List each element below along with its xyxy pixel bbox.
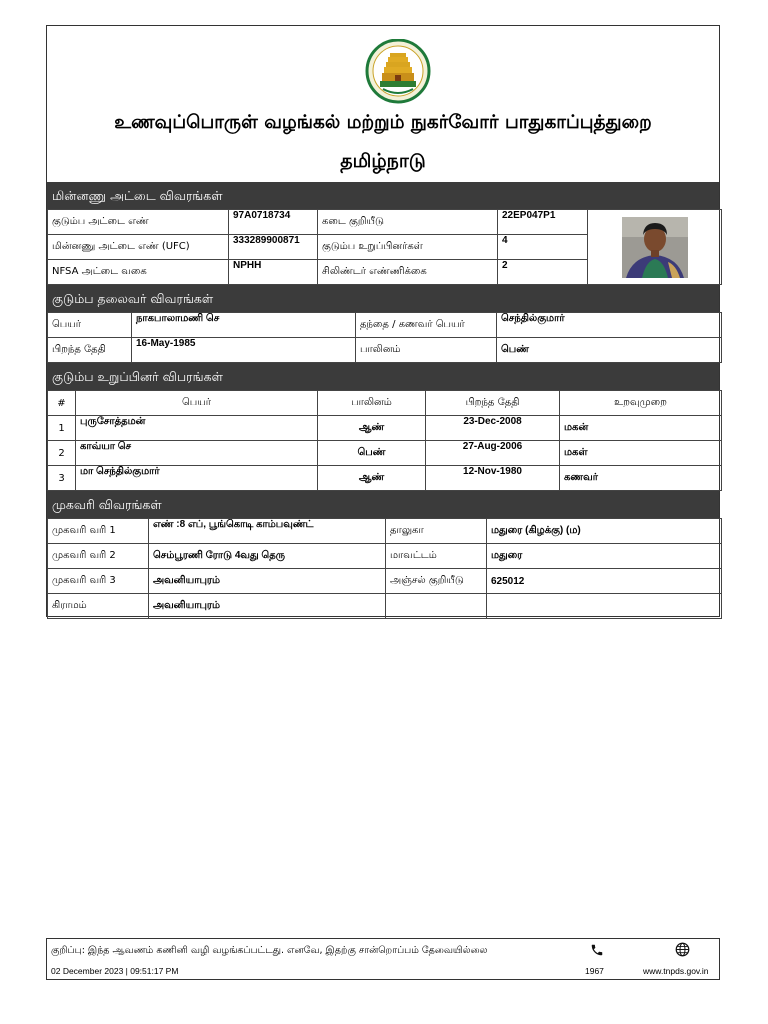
table-row	[48, 416, 722, 441]
ufc-number-label: மின்னணு அட்டை எண் (UFC)	[48, 235, 229, 260]
head-name-label: பெயர்	[48, 313, 132, 338]
department-title: உணவுப்பொருள் வழங்கல் மற்றும் நுகர்வோர் பாதுகாப்புத்துறை	[114, 112, 652, 133]
member-name: மா செந்தில்குமார்	[76, 466, 318, 491]
nfsa-type-value: NPHH	[229, 260, 318, 285]
head-dob-value: 16-May-1985	[132, 338, 356, 363]
address-row	[48, 544, 722, 569]
member-no: 2	[48, 441, 76, 466]
village-label: கிராமம்	[48, 594, 149, 619]
table-row	[48, 441, 722, 466]
column-header: பிறந்த தேதி	[426, 391, 560, 416]
footer	[46, 938, 720, 980]
member-no: 1	[48, 416, 76, 441]
card-details-heading: மின்னணு அட்டை விவரங்கள்	[47, 182, 719, 209]
generated-datetime: 02 December 2023 | 09:51:17 PM	[51, 966, 179, 976]
member-relation: கணவர்	[560, 466, 722, 491]
pincode-label: அஞ்சல் குறியீடு	[386, 569, 487, 594]
cylinder-count-value: 2	[498, 260, 588, 285]
members-heading: குடும்ப உறுப்பினர் விபரங்கள்	[47, 363, 719, 390]
member-name: காவ்யா செ	[76, 441, 318, 466]
district-label: மாவட்டம்	[386, 544, 487, 569]
empty-cell	[487, 594, 722, 619]
address-line3-value: அவனியாபுரம்	[149, 569, 386, 594]
ufc-number-value: 333289900871	[229, 235, 318, 260]
head-name-value: நாகபாலாமணி செ	[132, 313, 356, 338]
column-header: பாலினம்	[318, 391, 426, 416]
village-value: அவனியாபுரம்	[149, 594, 386, 619]
family-members-value: 4	[498, 235, 588, 260]
taluk-label: தாலுகா	[386, 519, 487, 544]
ration-card-number-label: குடும்ப அட்டை எண்	[48, 210, 229, 235]
member-relation: மகன்	[560, 416, 722, 441]
address-row	[48, 519, 722, 544]
card-row	[48, 210, 722, 235]
ration-card-number-value: 97A0718734	[229, 210, 318, 235]
website-link[interactable]: www.tnpds.gov.in	[643, 966, 709, 976]
address-row	[48, 594, 722, 619]
head-gender-label: பாலினம்	[356, 338, 497, 363]
member-photo	[622, 217, 688, 278]
member-name: புருசோத்தமன்	[76, 416, 318, 441]
address-line1-label: முகவரி வரி 1	[48, 519, 149, 544]
member-no: 3	[48, 466, 76, 491]
address-heading: முகவரி விவரங்கள்	[47, 491, 719, 518]
photo-cell	[588, 210, 722, 285]
member-relation: மகள்	[560, 441, 722, 466]
district-value: மதுரை	[487, 544, 722, 569]
head-gender-value: பெண்	[497, 338, 722, 363]
father-husband-value: செந்தில்குமார்	[497, 313, 722, 338]
cylinder-count-label: சிலிண்டர் எண்ணிக்கை	[318, 260, 498, 285]
family-members-label: குடும்ப உறுப்பினர்கள்	[318, 235, 498, 260]
address-line1-value: எண் :8 எப், பூங்கொடி காம்பவுண்ட்	[149, 519, 386, 544]
taluk-value: மதுரை (கிழக்கு) (ம)	[487, 519, 722, 544]
address-line3-label: முகவரி வரி 3	[48, 569, 149, 594]
address-line2-label: முகவரி வரி 2	[48, 544, 149, 569]
column-header: பெயர்	[76, 391, 318, 416]
nfsa-type-label: NFSA அட்டை வகை	[48, 260, 229, 285]
head-row	[48, 338, 722, 363]
members-header-row	[48, 391, 722, 416]
member-dob: 23-Dec-2008	[426, 416, 560, 441]
address-line2-value: செம்பூரணி ரோடு 4வது தெரு	[149, 544, 386, 569]
shop-code-label: கடை குறியீடு	[318, 210, 498, 235]
member-gender: ஆண்	[318, 466, 426, 491]
globe-icon	[675, 942, 690, 957]
empty-cell	[386, 594, 487, 619]
helpline-number: 1967	[585, 966, 604, 976]
head-details-table	[47, 312, 722, 363]
member-gender: பெண்	[318, 441, 426, 466]
phone-icon	[590, 943, 604, 957]
table-row	[48, 466, 722, 491]
address-row	[48, 569, 722, 594]
head-dob-label: பிறந்த தேதி	[48, 338, 132, 363]
members-table	[47, 390, 722, 491]
pincode-value: 625012	[487, 569, 722, 594]
column-header: உறவுமுறை	[560, 391, 722, 416]
card-details-table	[47, 209, 722, 285]
shop-code-value: 22EP047P1	[498, 210, 588, 235]
ration-card-document	[46, 25, 720, 617]
member-dob: 27-Aug-2006	[426, 441, 560, 466]
address-table	[47, 518, 722, 619]
state-title: தமிழ்நாடு	[340, 150, 426, 172]
member-dob: 12-Nov-1980	[426, 466, 560, 491]
footer-note: குறிப்பு: இந்த ஆவணம் கணினி வழி வழங்கப்பட்டது. எனவே, இதற்கு சான்றொப்பம் தேவையில்லை	[51, 945, 488, 956]
father-husband-label: தந்தை / கணவர் பெயர்	[356, 313, 497, 338]
member-gender: ஆண்	[318, 416, 426, 441]
head-details-heading: குடும்ப தலைவர் விவரங்கள்	[47, 285, 719, 312]
column-header: #	[48, 391, 76, 416]
head-row	[48, 313, 722, 338]
tamil-nadu-emblem-icon	[363, 39, 433, 104]
